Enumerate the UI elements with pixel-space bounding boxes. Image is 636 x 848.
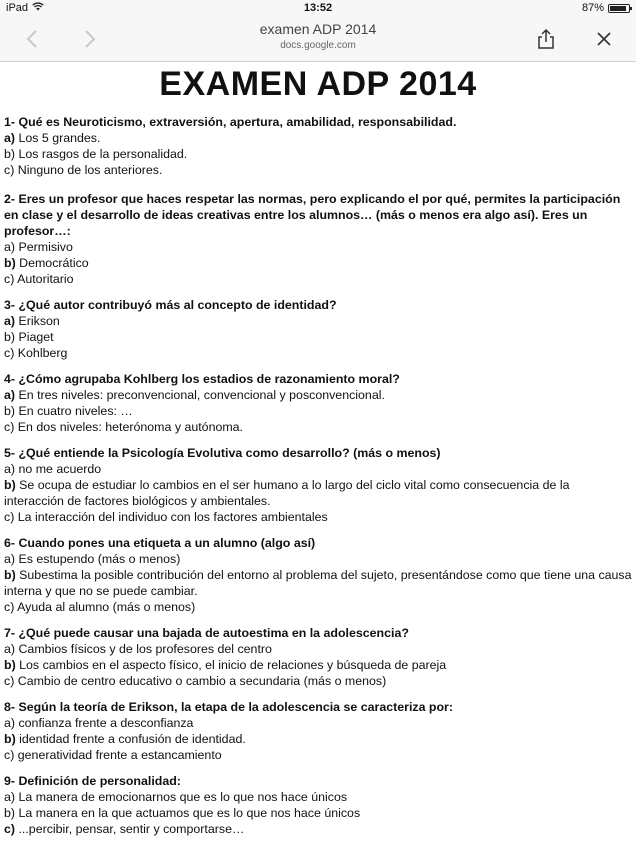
option-text: En cuatro niveles: … bbox=[15, 404, 133, 418]
option-letter: b) bbox=[4, 404, 16, 418]
option-letter: c) bbox=[4, 163, 15, 177]
status-bar bbox=[0, 0, 636, 18]
option-letter: c) bbox=[4, 272, 15, 286]
answer-option bbox=[4, 255, 632, 271]
option-text: Permisivo bbox=[15, 240, 73, 254]
answer-option bbox=[4, 146, 632, 162]
option-letter: a) bbox=[4, 552, 16, 566]
question-8 bbox=[4, 699, 632, 763]
option-letter: b) bbox=[4, 478, 16, 492]
question-6 bbox=[4, 535, 632, 615]
option-text: Autoritario bbox=[14, 272, 74, 286]
question-stem: 1- Qué es Neuroticismo, extraversión, apertura, amabilidad, responsabilidad. bbox=[4, 115, 457, 129]
answer-option bbox=[4, 461, 632, 477]
close-button[interactable] bbox=[590, 26, 618, 52]
question-stem: 6- Cuando pones una etiqueta a un alumno (algo así) bbox=[4, 536, 316, 550]
option-text: Democrático bbox=[15, 256, 89, 270]
answer-option bbox=[4, 599, 632, 615]
option-letter: a) bbox=[4, 131, 16, 145]
option-letter: c) bbox=[4, 822, 16, 836]
option-text: Subestima la posible contribución del entorno al problema del sujeto, presentándose como que tiene una causa interna y que no se puede cambiar. bbox=[4, 568, 632, 598]
option-letter: b) bbox=[4, 806, 16, 820]
option-letter: b) bbox=[4, 658, 16, 672]
question-stem: 8- Según la teoría de Erikson, la etapa de la adolescencia se caracteriza por: bbox=[4, 700, 454, 714]
option-letter: b) bbox=[4, 147, 16, 161]
option-text: En dos niveles: heterónoma y autónoma. bbox=[14, 420, 244, 434]
answer-option bbox=[4, 162, 632, 178]
option-letter: a) bbox=[4, 642, 16, 656]
device-label: iPad bbox=[6, 2, 29, 14]
option-text: Se ocupa de estudiar lo cambios en el ser humano a lo largo del ciclo vital como consecuencia de la interacción de factores biológicos y ambientales. bbox=[4, 478, 570, 508]
answer-option bbox=[4, 551, 632, 567]
option-text: identidad frente a confusión de identidad. bbox=[15, 732, 246, 746]
option-letter: a) bbox=[4, 240, 16, 254]
option-letter: a) bbox=[4, 790, 16, 804]
option-letter: c) bbox=[4, 346, 15, 360]
browser-page-title: examen ADP 2014 bbox=[259, 21, 377, 37]
answer-option bbox=[4, 673, 632, 689]
question-stem: 2- Eres un profesor que haces respetar las normas, pero explicando el por qué, permites la participación en clase y el desarrollo de ideas creativas entre los alumnos… (más o menos era algo así). Eres un profesor…: bbox=[4, 192, 621, 238]
question-5 bbox=[4, 445, 632, 525]
question-7 bbox=[4, 625, 632, 689]
option-text: La manera de emocionarnos que es lo que nos hace únicos bbox=[15, 790, 348, 804]
status-right bbox=[582, 2, 630, 14]
status-time: 13:52 bbox=[303, 2, 333, 14]
browser-domain: docs.google.com bbox=[280, 40, 356, 51]
option-letter: c) bbox=[4, 420, 15, 434]
option-text: Ninguno de los anteriores. bbox=[14, 163, 163, 177]
answer-option bbox=[4, 387, 632, 403]
question-list bbox=[4, 114, 632, 837]
option-letter: a) bbox=[4, 716, 16, 730]
option-text: Los rasgos de la personalidad. bbox=[15, 147, 188, 161]
answer-option bbox=[4, 345, 632, 361]
answer-option bbox=[4, 271, 632, 287]
question-3 bbox=[4, 297, 632, 361]
question-stem: 5- ¿Qué entiende la Psicología Evolutiva como desarrollo? (más o menos) bbox=[4, 446, 441, 460]
option-letter: c) bbox=[4, 748, 15, 762]
answer-option bbox=[4, 821, 632, 837]
answer-option bbox=[4, 731, 632, 747]
question-9 bbox=[4, 773, 632, 837]
battery-icon bbox=[608, 4, 630, 13]
document-content bbox=[4, 62, 632, 837]
option-text: La manera en la que actuamos que es lo que nos hace únicos bbox=[15, 806, 361, 820]
option-text: Los 5 grandes. bbox=[15, 131, 101, 145]
option-text: Piaget bbox=[15, 330, 54, 344]
answer-option bbox=[4, 239, 632, 255]
question-stem: 4- ¿Cómo agrupaba Kohlberg los estadios de razonamiento moral? bbox=[4, 372, 400, 386]
browser-nav-bar bbox=[0, 18, 636, 62]
answer-option bbox=[4, 789, 632, 805]
option-text: Es estupendo (más o menos) bbox=[15, 552, 181, 566]
option-letter: a) bbox=[4, 462, 16, 476]
question-4 bbox=[4, 371, 632, 435]
answer-option bbox=[4, 403, 632, 419]
answer-option bbox=[4, 477, 632, 509]
option-text: confianza frente a desconfianza bbox=[15, 716, 194, 730]
answer-option bbox=[4, 657, 632, 673]
answer-option bbox=[4, 313, 632, 329]
option-text: Kohlberg bbox=[14, 346, 68, 360]
option-text: ...percibir, pensar, sentir y comportarse… bbox=[15, 822, 245, 836]
option-text: La interacción del individuo con los factores ambientales bbox=[14, 510, 328, 524]
answer-option bbox=[4, 641, 632, 657]
option-letter: b) bbox=[4, 568, 16, 582]
option-text: no me acuerdo bbox=[15, 462, 102, 476]
option-text: En tres niveles: preconvencional, convencional y posconvencional. bbox=[15, 388, 385, 402]
option-letter: a) bbox=[4, 314, 16, 328]
option-text: generatividad frente a estancamiento bbox=[14, 748, 222, 762]
answer-option bbox=[4, 130, 632, 146]
answer-option bbox=[4, 567, 632, 599]
option-text: Cambios físicos y de los profesores del centro bbox=[15, 642, 272, 656]
option-letter: c) bbox=[4, 600, 15, 614]
option-letter: b) bbox=[4, 732, 16, 746]
option-letter: b) bbox=[4, 330, 16, 344]
question-1 bbox=[4, 114, 632, 178]
question-2 bbox=[4, 191, 632, 287]
answer-option bbox=[4, 419, 632, 435]
share-button[interactable] bbox=[532, 26, 560, 52]
option-text: Erikson bbox=[15, 314, 60, 328]
question-stem: 9- Definición de personalidad: bbox=[4, 774, 181, 788]
answer-option bbox=[4, 509, 632, 525]
option-text: Cambio de centro educativo o cambio a secundaria (más o menos) bbox=[14, 674, 387, 688]
question-stem: 7- ¿Qué puede causar una bajada de autoestima en la adolescencia? bbox=[4, 626, 409, 640]
option-letter: a) bbox=[4, 388, 16, 402]
answer-option bbox=[4, 805, 632, 821]
answer-option bbox=[4, 747, 632, 763]
answer-option bbox=[4, 329, 632, 345]
share-icon bbox=[536, 28, 556, 50]
battery-level-fill bbox=[610, 6, 626, 11]
question-stem: 3- ¿Qué autor contribuyó más al concepto de identidad? bbox=[4, 298, 337, 312]
option-letter: b) bbox=[4, 256, 16, 270]
option-text: Los cambios en el aspecto físico, el inicio de relaciones y búsqueda de pareja bbox=[15, 658, 447, 672]
close-icon bbox=[596, 31, 612, 47]
battery-percent: 87% bbox=[581, 2, 604, 14]
answer-option bbox=[4, 715, 632, 731]
option-letter: c) bbox=[4, 510, 15, 524]
option-letter: c) bbox=[4, 674, 15, 688]
page-title: EXAMEN ADP 2014 bbox=[159, 65, 477, 103]
option-text: Ayuda al alumno (más o menos) bbox=[14, 600, 196, 614]
